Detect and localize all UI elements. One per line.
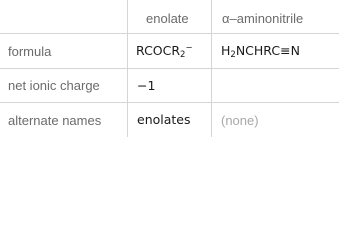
row-label-alternate-names: alternate names [8,113,102,128]
enolate-formula-charge: − [185,43,193,53]
aminonitrile-formula [221,45,300,58]
enolate-formula-main: RCOCR [136,43,181,58]
column-header-enolate: enolate [146,11,189,26]
enolate-net-charge: −1 [137,78,156,93]
enolate-formula [136,45,193,58]
row-divider [0,33,339,34]
row-label-net-ionic-charge: net ionic charge [8,78,100,93]
column-divider [127,0,128,137]
aminonitrile-formula-h: H [221,43,231,58]
enolate-formula-subscript: 2 [180,50,186,60]
row-divider [0,102,339,103]
row-label-formula: formula [8,44,52,59]
aminonitrile-alternate-names: (none) [221,113,259,128]
aminonitrile-formula-rest: NCHRC≡N [235,43,300,58]
enolate-alternate-names: enolates [137,112,191,127]
column-header-aminonitrile: α–aminonitrile [222,11,304,26]
row-divider [0,68,339,69]
aminonitrile-formula-subscript: 2 [230,50,236,60]
column-divider [211,0,212,137]
